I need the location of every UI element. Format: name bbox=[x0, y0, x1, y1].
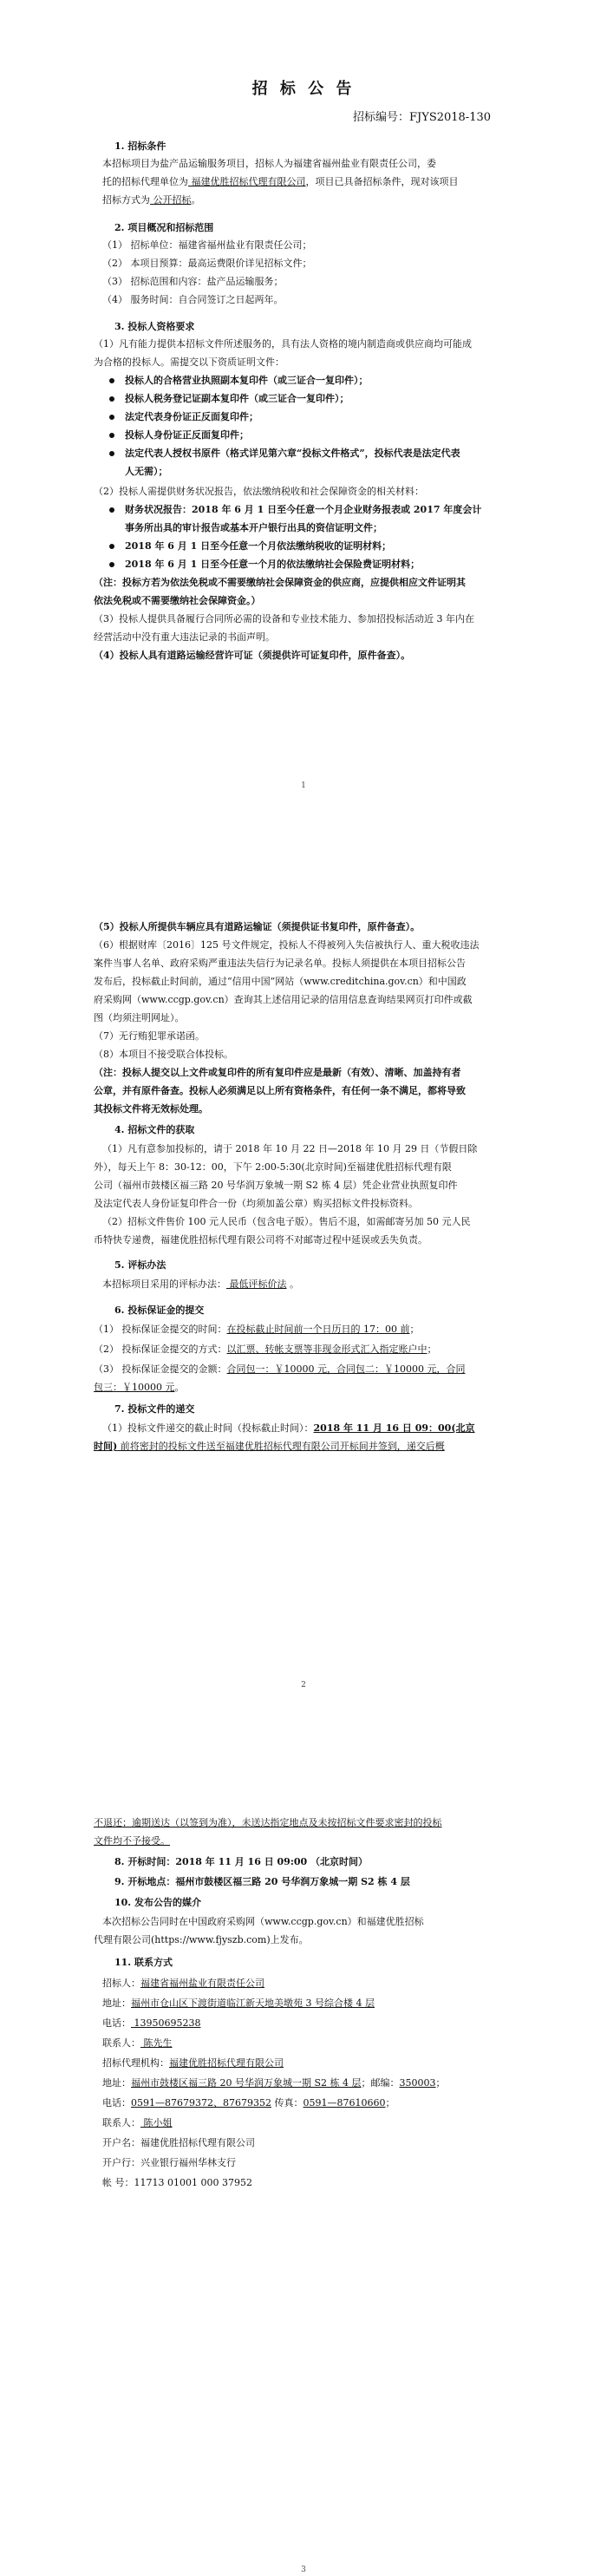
account-holder: 开户名：福建优胜招标代理有限公司 bbox=[102, 2137, 255, 2148]
media-line: 代理有限公司(https://www.fjyszb.com)上发布。 bbox=[94, 1934, 309, 1945]
bullet-icon bbox=[109, 507, 114, 513]
qualification-note: 其投标文件将无效标处理。 bbox=[94, 1103, 208, 1115]
financial-bullet-cont: 事务所出具的审计报告或基本开户银行出具的资信证明文件； bbox=[125, 522, 382, 533]
media-line: 本次招标公告同时在中国政府采购网（www.ccgp.gov.cn）和福建优胜招标 bbox=[102, 1916, 424, 1927]
section-3-6-line: 案件当事人名单、政府采购严重违法失信行为记录名单。投标人须提供在本项目招标公告 bbox=[94, 958, 466, 969]
financial-bullet: 2018 年 6 月 1 日至今任意一个月依法缴纳税收的证明材料； bbox=[125, 540, 392, 552]
section-3-8-line: （8）本项目不接受联合体投标。 bbox=[94, 1049, 233, 1060]
contact-person: 联系人： 陈先生 bbox=[102, 2037, 173, 2049]
section-1-para-line-2: 托的招标代理单位为 福建优胜招标代理有限公司，项目已具备招标条件，现对该项目 bbox=[102, 176, 459, 187]
bullet-icon bbox=[109, 396, 114, 402]
section-7-title: 7. 投标文件的递交 bbox=[114, 1403, 195, 1415]
section-3-7-line: （7）无行贿犯罪承诺函。 bbox=[94, 1030, 205, 1042]
qualification-bullet: 法定代表身份证正反面复印件； bbox=[125, 411, 258, 422]
section-3-line: （1）凡有能力提供本招标文件所述服务的，具有法人资格的境内制造商或供应商均可能成 bbox=[94, 338, 472, 350]
tender-method: 公开招标 bbox=[150, 194, 192, 206]
section-3-4-line: （4）投标人具有道路运输经营许可证（须提供许可证复印件，原件备查）。 bbox=[94, 650, 411, 661]
section-1-para-line-3: 招标方式为 公开招标。 bbox=[102, 194, 201, 206]
qualification-bullet-cont: 人无需）； bbox=[125, 466, 168, 477]
submission-line: （1）投标文件递交的截止时间（投标截止时间）：2018 年 11 月 16 日 09：00(北京 bbox=[102, 1422, 475, 1434]
qualification-bullet: 投标人身份证正反面复印件； bbox=[125, 429, 249, 441]
contact-address: 地址：福州市仓山区下渡街道临江新天地美墩苑 3 号综合楼 4 层 bbox=[102, 1997, 375, 2009]
contact-agent: 招标代理机构：福建优胜招标代理有限公司 bbox=[102, 2057, 284, 2069]
section-4-title: 4. 招标文件的获取 bbox=[114, 1124, 195, 1135]
agent-name: 福建优胜招标代理有限公司 bbox=[188, 176, 306, 187]
section-2-item: （3） 招标范围和内容：盐产品运输服务； bbox=[102, 276, 284, 287]
submission-line-cont: 文件均不予接受。 bbox=[94, 1835, 170, 1847]
section-4-line: 公司（福州市鼓楼区福三路 20 号华润万象城一期 S2 栋 4 层）凭企业营业执照复印件 bbox=[94, 1180, 458, 1191]
section-3-2-line: （2）投标人需提供财务状况报告，依法缴纳税收和社会保障资金的相关材料： bbox=[94, 486, 424, 497]
document-page-2 bbox=[0, 867, 607, 1735]
account-number: 帐 号：11713 01001 000 37952 bbox=[102, 2177, 252, 2188]
page-number: 3 bbox=[301, 2566, 306, 2574]
bullet-icon bbox=[109, 451, 114, 456]
section-4-line: 及法定代表人身份证复印件合一份（均须加盖公章）购买招标文件投标资料。 bbox=[94, 1198, 418, 1209]
contact-agent-phone: 电话：0591—87679372、87679352 传真：0591—87610660； bbox=[102, 2097, 395, 2109]
deposit-amount-line-cont: 包三：￥10000 元。 bbox=[94, 1382, 185, 1393]
financial-bullet: 2018 年 6 月 1 日至今任意一个月的依法缴纳社会保险费证明材料； bbox=[125, 559, 421, 570]
section-3-line: 为合格的投标人。需提交以下资质证明文件： bbox=[94, 356, 284, 368]
bullet-icon bbox=[109, 433, 114, 438]
section-3-5-line: （5）投标人所提供车辆应具有道路运输证（须提供证书复印件，原件备查）。 bbox=[94, 921, 421, 932]
section-6-title: 6. 投标保证金的提交 bbox=[114, 1304, 205, 1316]
deposit-time-line: （1） 投标保证金提交的时间：在投标截止时间前一个日历日的 17：00 前； bbox=[94, 1324, 420, 1335]
document-page-1 bbox=[0, 0, 607, 867]
section-3-6-line: 府采购网（www.ccgp.gov.cn）查询其上述信用记录的信用信息查询结果网页打印件或截 bbox=[94, 994, 473, 1005]
submission-line-cont: 时间) 前将密封的投标文件送至福建优胜招标代理有限公司开标间并签到，递交后概 bbox=[94, 1441, 445, 1452]
section-3-3-line: （3）投标人提供具备履行合同所必需的设备和专业技术能力、参加招投标活动近 3 年内在 bbox=[94, 613, 474, 624]
page-number: 2 bbox=[301, 1681, 306, 1690]
bullet-icon bbox=[109, 562, 114, 567]
section-8-title: 8. 开标时间：2018 年 11 月 16 日 09:00 （北京时间） bbox=[114, 1856, 369, 1867]
section-3-6-line: 图（均须注明网址）。 bbox=[94, 1012, 185, 1023]
section-4-line: 币特快专递费，福建优胜招标代理有限公司将不对邮寄过程中延误或丢失负责。 bbox=[94, 1234, 428, 1246]
section-5-title: 5. 评标办法 bbox=[114, 1259, 166, 1271]
section-4-line: （1）凡有意参加投标的，请于 2018 年 10 月 22 日—2018 年 10 月 29 日（节假日除 bbox=[102, 1143, 478, 1154]
section-2-title: 2. 项目概况和招标范围 bbox=[114, 222, 214, 233]
tender-number: 招标编号：FJYS2018-130 bbox=[353, 111, 492, 124]
section-1-para-line-1: 本招标项目为盐产品运输服务项目，招标人为福建省福州盐业有限责任公司，委 bbox=[102, 158, 436, 169]
section-3-note: （注：投标方若为依法免税或不需要缴纳社会保障资金的供应商，应提供相应文件证明其 bbox=[94, 577, 466, 588]
contact-agent-person: 联系人： 陈小姐 bbox=[102, 2117, 173, 2128]
section-4-line: 外），每天上午 8：30-12：00，下午 2:00-5:30(北京时间)至福建优胜招标代理有限 bbox=[94, 1161, 452, 1173]
section-4-line: （2）招标文件售价 100 元人民币（包含电子版）。售后不退，如需邮寄另加 50 元人民 bbox=[102, 1216, 471, 1227]
qualification-note: 公章，并有原件备查。投标人必须满足以上所有资格条件，有任何一条不满足，都将导致 bbox=[94, 1085, 466, 1096]
qualification-note: （注：投标人提交以上文件或复印件的所有复印件应是最新（有效）、清晰、加盖持有者 bbox=[94, 1067, 461, 1078]
section-2-item: （4） 服务时间：自合同签订之日起两年。 bbox=[102, 294, 284, 305]
evaluation-method: 最低评标价法 bbox=[226, 1278, 287, 1290]
section-11-title: 11. 联系方式 bbox=[114, 1957, 173, 1968]
section-3-3-line: 经营活动中没有重大违法记录的书面声明。 bbox=[94, 631, 275, 643]
contact-tenderer: 招标人：福建省福州盐业有限责任公司 bbox=[102, 1978, 264, 1989]
qualification-bullet: 法定代表人授权书原件（格式详见第六章“投标文件格式”，投标代表是法定代表 bbox=[125, 448, 460, 459]
section-3-6-line: 发布后，投标截止时间前，通过“信用中国”网站（www.creditchina.gov.cn）和中国政 bbox=[94, 976, 467, 987]
submission-line-cont: 不退还；逾期送达（以签到为准），未送达指定地点及未按招标文件要求密封的投标 bbox=[94, 1817, 442, 1828]
financial-bullet: 财务状况报告：2018 年 6 月 1 日至今任意一个月企业财务报表或 2017 年度会计 bbox=[125, 504, 482, 515]
contact-agent-address: 地址：福州市鼓楼区福三路 20 号华润万象城一期 S2 栋 4 层；邮编：350003； bbox=[102, 2077, 446, 2089]
bullet-icon bbox=[109, 544, 114, 549]
section-9-title: 9. 开标地点：福州市鼓楼区福三路 20 号华润万象城一期 S2 栋 4 层 bbox=[114, 1876, 410, 1887]
section-2-item: （2） 本项目预算：最高运费限价详见招标文件； bbox=[102, 258, 312, 269]
section-1-title: 1. 招标条件 bbox=[114, 141, 166, 152]
document-page-3 bbox=[0, 1735, 607, 2575]
document-title: 招 标 公 告 bbox=[251, 80, 356, 98]
section-3-title: 3. 投标人资格要求 bbox=[114, 321, 195, 332]
qualification-bullet: 投标人的合格营业执照副本复印件（或三证合一复印件）； bbox=[125, 375, 369, 386]
bullet-icon bbox=[109, 378, 114, 383]
section-10-title: 10. 发布公告的媒介 bbox=[114, 1897, 201, 1908]
contact-phone: 电话： 13950695238 bbox=[102, 2017, 201, 2029]
deposit-method-line: （2） 投标保证金提交的方式：以汇票、转帐支票等非现金形式汇入指定账户中； bbox=[94, 1344, 437, 1355]
bullet-icon bbox=[109, 415, 114, 420]
section-3-6-line: （6）根据财库〔2016〕125 号文件规定，投标人不得被列入失信被执行人、重大税收违法 bbox=[94, 939, 480, 951]
qualification-bullet: 投标人税务登记证副本复印件（或三证合一复印件）； bbox=[125, 393, 349, 404]
deposit-amount-line: （3） 投标保证金提交的金额：合同包一：￥10000 元，合同包二：￥10000 元，合同 bbox=[94, 1363, 466, 1375]
section-2-item: （1） 招标单位：福建省福州盐业有限责任公司； bbox=[102, 239, 312, 251]
evaluation-method-line: 本招标项目采用的评标办法： 最低评标价法 。 bbox=[102, 1278, 299, 1290]
page-number: 1 bbox=[301, 781, 306, 790]
account-bank: 开户行：兴业银行福州华林支行 bbox=[102, 2157, 236, 2168]
section-3-note: 依法免税或不需要缴纳社会保障资金。） bbox=[94, 595, 261, 606]
